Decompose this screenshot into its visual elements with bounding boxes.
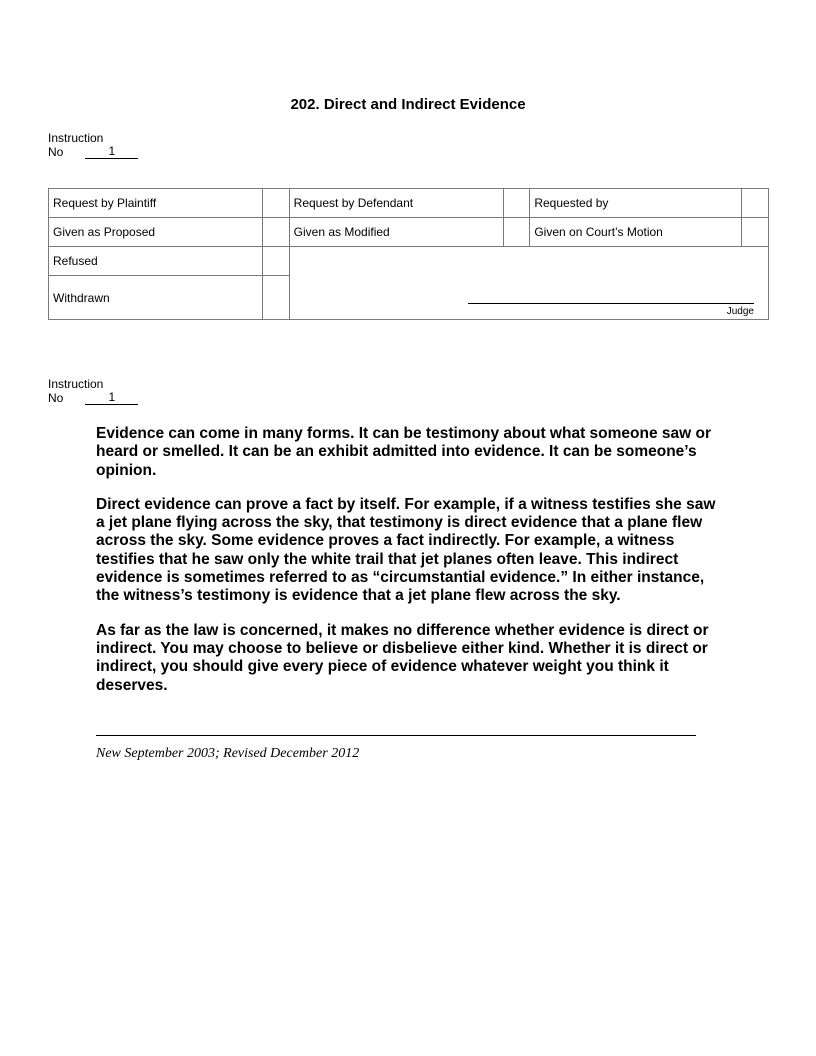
instruction-body	[96, 425, 724, 711]
requested-by-checkbox[interactable]	[742, 189, 769, 218]
table-row	[49, 218, 769, 247]
instruction-paragraph: Evidence can come in many forms. It can be testimony about what someone saw or heard or smelled. It can be an exhibit admitted into evidence. It can be someone’s opinion.	[96, 425, 711, 479]
instruction-number-block	[48, 377, 138, 405]
given-as-proposed-checkbox[interactable]	[262, 218, 289, 247]
request-by-plaintiff-label: Request by Plaintiff	[49, 189, 263, 218]
given-as-modified-checkbox[interactable]	[503, 218, 530, 247]
request-by-defendant-label: Request by Defendant	[289, 189, 503, 218]
refused-label: Refused	[49, 247, 263, 276]
request-by-plaintiff-checkbox[interactable]	[262, 189, 289, 218]
request-disposition-table	[48, 188, 769, 320]
withdrawn-checkbox[interactable]	[262, 276, 289, 320]
instruction-paragraph: Direct evidence can prove a fact by itself. For example, if a witness testifies she saw a jet plane flying across the sky, that testimony is direct evidence that a plane flew across the sky. Some evidence proves a fact indirectly. For example, a witness testifies that he saw only the white trail that jet planes often leave. This indirect evidence is sometimes referred to as “circumstantial evidence.” In either instance, the witness’s testimony is evidence that a jet plane flew across the sky.	[96, 495, 716, 605]
instruction-no-value: 1	[85, 391, 138, 405]
page-title: 202. Direct and Indirect Evidence	[290, 96, 526, 113]
instruction-no-label: No	[48, 145, 64, 159]
instruction-no-row	[48, 391, 138, 405]
given-as-modified-label: Given as Modified	[289, 218, 503, 247]
instruction-no-value: 1	[85, 145, 138, 159]
instruction-paragraph: As far as the law is concerned, it makes no difference whether evidence is direct or indirect. You may choose to believe or disbelieve either kind. Whether it is direct or indirect, you should give every piece of evidence whatever weight you think it deserves.	[96, 621, 709, 694]
revision-history: New September 2003; Revised December 2012	[96, 746, 360, 761]
request-by-defendant-checkbox[interactable]	[503, 189, 530, 218]
judge-label: Judge	[726, 306, 754, 317]
table-row	[49, 247, 769, 276]
withdrawn-label: Withdrawn	[49, 276, 263, 320]
refused-checkbox[interactable]	[262, 247, 289, 276]
instruction-no-label: No	[48, 391, 64, 405]
instruction-no-row	[48, 145, 138, 159]
table-row	[49, 189, 769, 218]
given-as-proposed-label: Given as Proposed	[49, 218, 263, 247]
given-on-courts-motion-checkbox[interactable]	[742, 218, 769, 247]
given-on-courts-motion-label: Given on Court’s Motion	[530, 218, 742, 247]
instruction-label: Instruction	[48, 131, 104, 145]
requested-by-label: Requested by	[530, 189, 742, 218]
judge-signature-area	[289, 247, 768, 320]
instruction-number-block	[48, 131, 138, 159]
judge-signature-line[interactable]	[468, 303, 754, 304]
divider	[96, 735, 696, 736]
instruction-label: Instruction	[48, 377, 104, 391]
